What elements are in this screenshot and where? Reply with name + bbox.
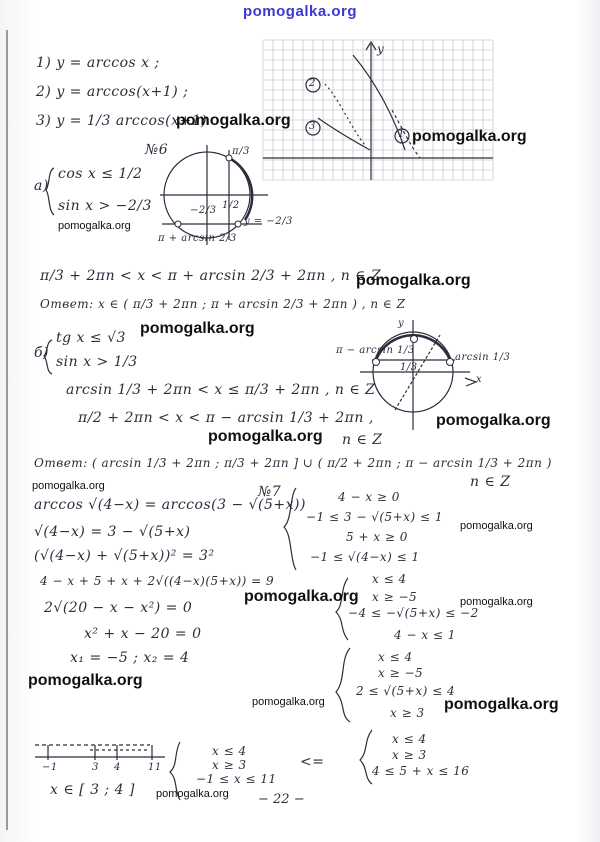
watermark: pomogalka.org xyxy=(58,220,131,232)
watermark: pomogalka.org xyxy=(176,112,291,129)
sys3-line-1: x ≤ 4 xyxy=(378,650,413,664)
sys2-line-3: −4 ≤ −√(5+x) ≤ −2 xyxy=(348,606,479,620)
circle-a-point-right xyxy=(235,221,241,227)
problem-7-step-4: 2√(20 − x − x²) = 0 xyxy=(44,600,193,616)
problem-7-answer: x ∈ [ 3 ; 4 ] xyxy=(50,782,135,798)
circle-b-point-top xyxy=(411,336,418,343)
circle-b-label-y: y xyxy=(398,318,405,329)
part-a-label: а) xyxy=(34,178,49,194)
watermark: pomogalka.org xyxy=(32,480,105,492)
problem-7-step-2: (√(4−x) + √(5+x))² = 3² xyxy=(34,548,215,564)
watermark: pomogalka.org xyxy=(252,696,325,708)
part-b-ineq2-tail: n ∈ Z xyxy=(342,432,383,448)
part-b-ineq2: π/2 + 2πn < x < π − arcsin 1/3 + 2πn , xyxy=(78,410,374,426)
graph-label-3: 3 xyxy=(309,121,316,132)
part-a-answer: Ответ: x ∈ ( π/3 + 2πn ; π + arcsin 2/3 + 2πn ) , n ∈ Z xyxy=(40,297,406,311)
problem-7-step-1: √(4−x) = 3 − √(5+x) xyxy=(34,524,191,540)
brace-7-3 xyxy=(336,648,350,722)
circle-b-label-x: x xyxy=(476,374,483,385)
number-line-label-11: 11 xyxy=(148,762,162,773)
circle-b-point-right xyxy=(447,359,454,366)
sys1-line-1: 4 − x ≥ 0 xyxy=(338,490,400,504)
watermark: pomogalka.org xyxy=(156,788,229,800)
part-b-line2: sin x > 1/3 xyxy=(56,354,138,370)
graph-label-2: 2 xyxy=(309,78,316,89)
header-watermark: pomogalka.org xyxy=(242,3,357,20)
sys2-line-2: x ≥ −5 xyxy=(372,590,418,604)
part-a-line1: cos x ≤ 1/2 xyxy=(58,166,143,182)
watermark: pomogalka.org xyxy=(412,128,527,145)
watermark: pomogalka.org xyxy=(460,596,533,608)
sys2-line-4: 4 − x ≤ 1 xyxy=(394,628,456,642)
problem-7-number: №7 xyxy=(258,484,282,500)
part-b-answer-tail: n ∈ Z xyxy=(470,474,511,490)
circle-b-label-third: 1/3 xyxy=(400,362,418,373)
sys5-line-3: −1 ≤ x ≤ 11 xyxy=(196,772,277,786)
number-line-ticks xyxy=(48,745,152,760)
part-b-ineq1: arcsin 1/3 + 2πn < x ≤ π/3 + 2πn , n ∈ Z xyxy=(66,382,376,398)
watermark: pomogalka.org xyxy=(28,672,143,689)
part-b-answer: Ответ: ( arcsin 1/3 + 2πn ; π/3 + 2πn ] ∪ ( π/2 + 2πn ; π − arcsin 1/3 + 2πn ) xyxy=(34,456,552,470)
watermark: pomogalka.org xyxy=(444,696,559,713)
graph-label-1: 1 xyxy=(398,129,405,140)
sys1-line-2: −1 ≤ 3 − √(5+x) ≤ 1 xyxy=(306,510,443,524)
graph-curve-1-3 xyxy=(318,118,370,150)
sys2-line-1: x ≤ 4 xyxy=(372,572,407,586)
number-line-label-4: 4 xyxy=(114,762,121,773)
function-3: 3) y = 1/3 arccos(x+1) xyxy=(36,113,208,129)
sys1-line-4: −1 ≤ √(4−x) ≤ 1 xyxy=(310,550,420,564)
circle-a-label-neg: −2/3 xyxy=(190,205,217,216)
circle-b-point-left xyxy=(373,359,380,366)
circle-a-label-bottom-right: y = −2/3 xyxy=(244,216,293,227)
circle-b-label-right: arcsin 1/3 xyxy=(455,352,511,363)
problem-7-step-5: x² + x − 20 = 0 xyxy=(84,626,202,642)
number-line-label-3: 3 xyxy=(92,762,99,773)
problem-7-equation: arccos √(4−x) = arccos(3 − √(5+x)) xyxy=(34,497,306,513)
watermark: pomogalka.org xyxy=(460,520,533,532)
sys3-line-3: 2 ≤ √(5+x) ≤ 4 xyxy=(356,684,456,698)
watermark: pomogalka.org xyxy=(140,320,255,337)
watermark: pomogalka.org xyxy=(356,272,471,289)
circle-a-point-left xyxy=(175,221,181,227)
problem-6-number: №6 xyxy=(145,142,169,158)
circle-a-label-top: π/3 xyxy=(232,146,250,157)
brace-7-4 xyxy=(360,730,372,784)
sys3-line-4: x ≥ 3 xyxy=(390,706,425,720)
sys5-line-1: x ≤ 4 xyxy=(212,744,247,758)
part-b-label: б) xyxy=(34,345,50,361)
part-b-line1: tg x ≤ √3 xyxy=(56,330,126,346)
part-a-line2: sin x > −2/3 xyxy=(58,198,152,214)
graph-axis-y-label: y xyxy=(377,42,385,56)
sys4-line-1: x ≤ 4 xyxy=(392,732,427,746)
graph-grid xyxy=(263,40,493,180)
problem-7-step-3: 4 − x + 5 + x + 2√((4−x)(5+x)) = 9 xyxy=(40,574,275,588)
part-a-solution: π/3 + 2πn < x < π + arcsin 2/3 + 2πn , n ∈ Z xyxy=(40,268,382,284)
circle-a-label-bottom-left: π + arcsin 2/3 xyxy=(158,233,237,244)
circle-b-label-left: π − arcsin 1/3 xyxy=(336,345,415,356)
sys5-line-2: x ≥ 3 xyxy=(212,758,247,772)
sys1-line-3: 5 + x ≥ 0 xyxy=(346,530,408,544)
watermark: pomogalka.org xyxy=(208,428,323,445)
sys3-line-2: x ≥ −5 xyxy=(378,666,424,680)
function-2: 2) y = arccos(x+1) ; xyxy=(36,84,189,100)
circle-a-label-half: 1/2 xyxy=(222,200,240,211)
function-1: 1) y = arccos x ; xyxy=(36,55,160,71)
problem-7-step-6: x₁ = −5 ; x₂ = 4 xyxy=(70,650,190,666)
page-number: − 22 − xyxy=(258,792,305,807)
watermark: pomogalka.org xyxy=(436,412,551,429)
sys4-line-2: x ≥ 3 xyxy=(392,748,427,762)
sys4-line-3: 4 ≤ 5 + x ≤ 16 xyxy=(372,764,470,778)
number-line-label-neg1: −1 xyxy=(42,762,58,773)
sys-arrow: <= xyxy=(300,754,325,770)
circle-b-x-arrow xyxy=(465,378,476,386)
watermark: pomogalka.org xyxy=(244,588,359,605)
